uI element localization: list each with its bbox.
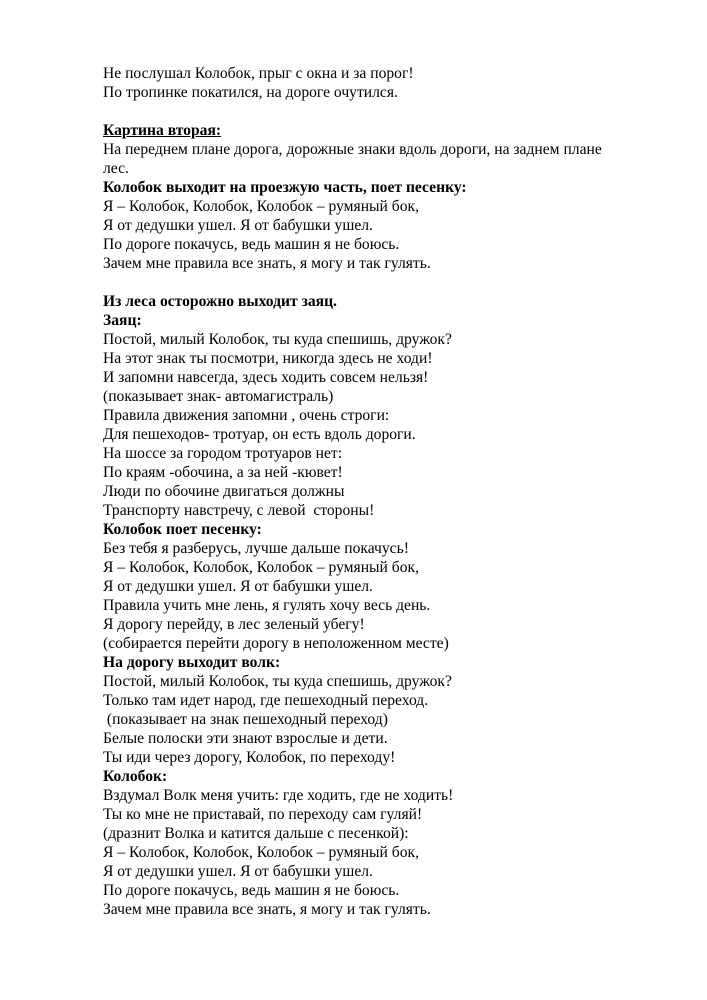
text-line: (показывает знак- автомагистраль)	[103, 388, 334, 405]
text-line: лес.	[103, 160, 129, 177]
scene-heading: Картина вторая:	[103, 122, 222, 139]
text-line: По тропинке покатился, на дороге очутился.	[103, 84, 398, 101]
text-line: Я – Колобок, Колобок, Колобок – румяный бок,	[103, 559, 419, 576]
text-line: По дороге покачусь, ведь машин я не боюсь.	[103, 236, 400, 253]
text-line: Без тебя я разберусь, лучше дальше покачусь!	[103, 540, 409, 557]
text-line: На шоссе за городом тротуаров нет:	[103, 445, 343, 462]
text-line: Правила учить мне лень, я гулять хочу весь день.	[103, 597, 431, 614]
text-line: На переднем плане дорога, дорожные знаки вдоль дороги, на заднем плане	[103, 141, 602, 158]
text-line: Я – Колобок, Колобок, Колобок – румяный бок,	[103, 198, 419, 215]
text-line: Для пешеходов- тротуар, он есть вдоль дороги.	[103, 426, 416, 443]
text-line: Зачем мне правила все знать, я могу и так гулять.	[103, 255, 431, 272]
stage-direction: Заяц:	[103, 312, 142, 329]
text-line: Ты иди через дорогу, Колобок, по переходу!	[103, 749, 396, 766]
text-line: Постой, милый Колобок, ты куда спешишь, дружок?	[103, 673, 452, 690]
text-line: Я от дедушки ушел. Я от бабушки ушел.	[103, 578, 373, 595]
stage-direction: На дорогу выходит волк:	[103, 654, 281, 671]
text-line: (показывает на знак пешеходный переход)	[103, 711, 388, 728]
stage-direction: Колобок:	[103, 768, 168, 785]
blank-line	[103, 102, 663, 121]
text-line: Я дорогу перейду, в лес зеленый убегу!	[103, 616, 365, 633]
stage-direction: Колобок поет песенку:	[103, 521, 262, 538]
text-line: Вздумал Волк меня учить: где ходить, где не ходить!	[103, 787, 454, 804]
stage-direction: Из леса осторожно выходит заяц.	[103, 293, 337, 310]
text-line: Зачем мне правила все знать, я могу и так гулять.	[103, 901, 431, 918]
text-line: Правила движения запомни , очень строги:	[103, 407, 390, 424]
text-line: Транспорту навстречу, с левой стороны!	[103, 502, 375, 519]
text-line: Белые полоски эти знают взрослые и дети.	[103, 730, 388, 747]
blank-line	[103, 273, 663, 292]
text-line: Я – Колобок, Колобок, Колобок – румяный бок,	[103, 844, 419, 861]
text-line: Не послушал Колобок, прыг с окна и за порог!	[103, 65, 414, 82]
text-line: На этот знак ты посмотри, никогда здесь не ходи!	[103, 350, 433, 367]
text-line: (собирается перейти дорогу в неположенном месте)	[103, 635, 449, 652]
text-line: По дороге покачусь, ведь машин я не боюсь.	[103, 882, 400, 899]
text-line: Постой, милый Колобок, ты куда спешишь, дружок?	[103, 331, 452, 348]
text-line: Я от дедушки ушел. Я от бабушки ушел.	[103, 217, 373, 234]
document-page	[103, 64, 663, 919]
text-line: И запомни навсегда, здесь ходить совсем нельзя!	[103, 369, 429, 386]
stage-direction: Колобок выходит на проезжую часть, поет песенку:	[103, 179, 467, 196]
text-line: Ты ко мне не приставай, по переходу сам гуляй!	[103, 806, 423, 823]
text-line: Люди по обочине двигаться должны	[103, 483, 345, 500]
text-line: (дразнит Волка и катится дальше с песенкой):	[103, 825, 409, 842]
text-line: Я от дедушки ушел. Я от бабушки ушел.	[103, 863, 373, 880]
text-line: Только там идет народ, где пешеходный переход.	[103, 692, 429, 709]
text-line: По краям -обочина, а за ней -кювет!	[103, 464, 343, 481]
